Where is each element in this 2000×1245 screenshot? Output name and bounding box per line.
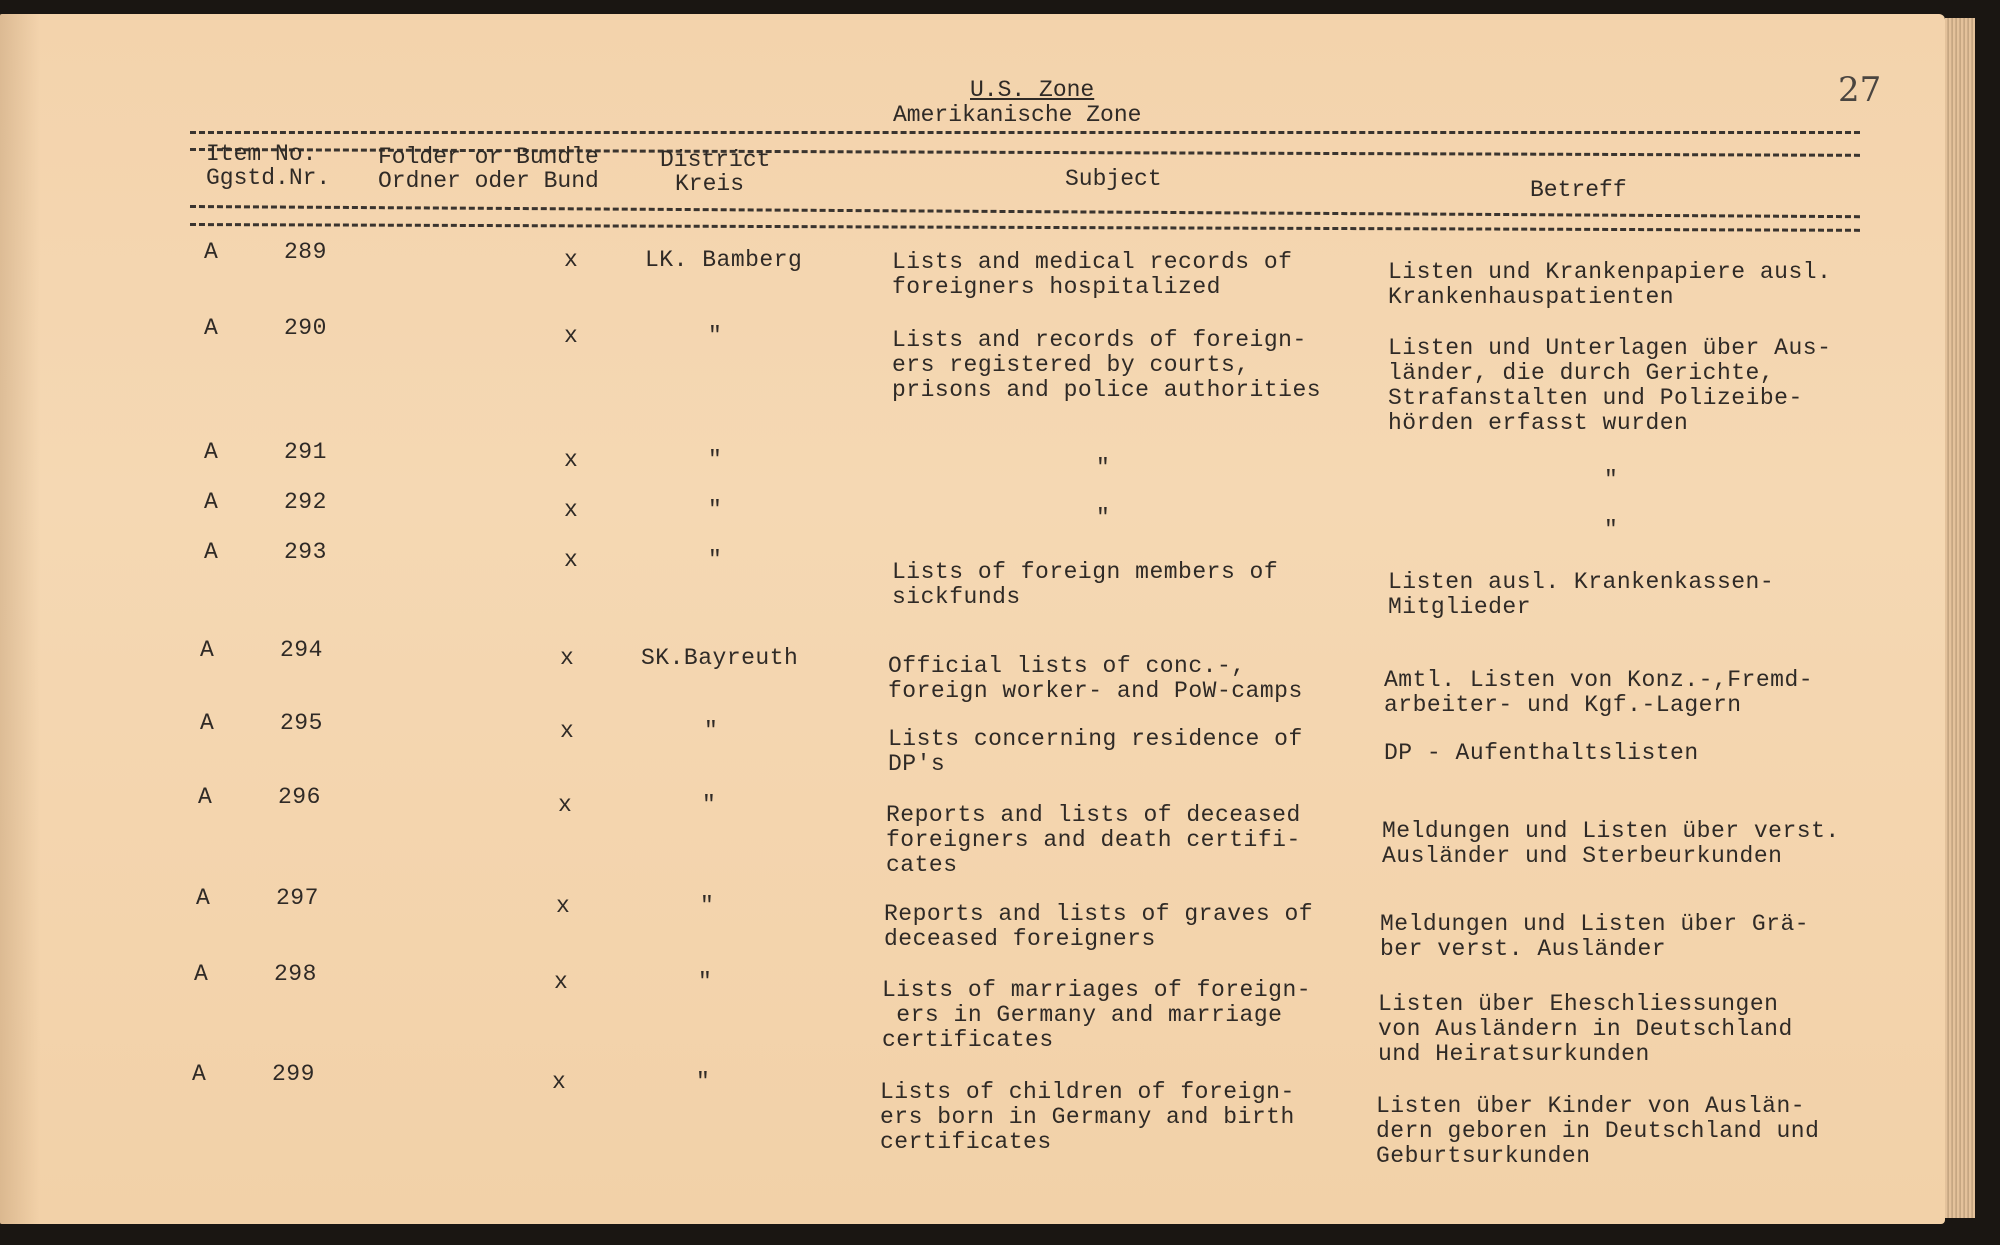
subject-line: Official lists of conc.-,: [888, 653, 1246, 679]
folder-mark: x: [560, 718, 575, 744]
subject-line: ers born in Germany and birth: [880, 1104, 1295, 1130]
folder-mark: x: [564, 247, 579, 273]
subject-line: Lists and records of foreign-: [892, 327, 1307, 353]
subject-line: sickfunds: [892, 584, 1021, 610]
district: LK. Bamberg: [645, 247, 803, 273]
subject-line: certificates: [880, 1129, 1052, 1155]
zone-subtitle: Amerikanische Zone: [893, 102, 1142, 128]
betreff-line: länder, die durch Gerichte,: [1388, 360, 1775, 386]
district: ": [708, 447, 723, 473]
betreff-line: Meldungen und Listen über verst.: [1382, 818, 1840, 844]
col-betreff: Betreff: [1530, 177, 1627, 203]
subject-line: ": [1096, 455, 1111, 481]
folder-mark: x: [556, 893, 571, 919]
betreff-line: Listen und Krankenpapiere ausl.: [1388, 259, 1832, 285]
betreff-line: Meldungen und Listen über Grä-: [1380, 911, 1810, 937]
subject-line: Lists of foreign members of: [892, 559, 1279, 585]
betreff-line: ": [1604, 517, 1619, 543]
item-number: 298: [274, 961, 317, 987]
betreff-line: Listen und Unterlagen über Aus-: [1388, 335, 1832, 361]
folder-mark: x: [560, 645, 575, 671]
betreff-line: Krankenhauspatienten: [1388, 284, 1675, 310]
subject-line: Lists concerning residence of: [888, 726, 1303, 752]
item-number: 296: [278, 784, 321, 810]
page-shadow: [0, 14, 40, 1224]
item-letter: A: [200, 637, 215, 663]
betreff-line: Listen über Eheschliessungen: [1378, 991, 1779, 1017]
betreff-line: Strafanstalten und Polizeibe-: [1388, 385, 1803, 411]
col-subject: Subject: [1065, 166, 1162, 192]
subject-line: deceased foreigners: [884, 926, 1156, 952]
item-number: 290: [284, 315, 327, 341]
betreff-line: und Heiratsurkunden: [1378, 1041, 1650, 1067]
subject-line: certificates: [882, 1027, 1054, 1053]
folder-mark: x: [564, 497, 579, 523]
item-letter: A: [192, 1061, 207, 1087]
district: SK.Bayreuth: [641, 645, 799, 671]
betreff-line: Ausländer und Sterbeurkunden: [1382, 843, 1783, 869]
folder-mark: x: [564, 547, 579, 573]
betreff-line: ": [1604, 467, 1619, 493]
district: ": [708, 497, 723, 523]
item-letter: A: [204, 315, 219, 341]
col-district-de: Kreis: [675, 171, 745, 197]
subject-line: Lists of marriages of foreign-: [882, 977, 1312, 1003]
subject-line: Lists of children of foreign-: [880, 1079, 1295, 1105]
item-letter: A: [204, 539, 219, 565]
betreff-line: Amtl. Listen von Konz.-,Fremd-: [1384, 667, 1814, 693]
subject-line: prisons and police authorities: [892, 377, 1322, 403]
page-number: 27: [1838, 70, 1882, 110]
col-item-no-en: Item No.: [206, 141, 317, 167]
betreff-line: dern geboren in Deutschland und: [1376, 1118, 1820, 1144]
page-edge-stack: [1945, 18, 1975, 1218]
district: ": [696, 1069, 711, 1095]
zone-title: U.S. Zone: [970, 77, 1095, 103]
item-number: 289: [284, 239, 327, 265]
subject-line: ": [1096, 505, 1111, 531]
item-letter: A: [204, 439, 219, 465]
subject-line: ers in Germany and marriage: [882, 1002, 1283, 1028]
folder-mark: x: [558, 792, 573, 818]
col-item-no-de: Ggstd.Nr.: [206, 165, 331, 191]
betreff-line: Listen über Kinder von Auslän-: [1376, 1093, 1806, 1119]
item-letter: A: [204, 489, 219, 515]
col-district-en: District: [660, 147, 771, 173]
district: ": [700, 893, 715, 919]
item-letter: A: [198, 784, 213, 810]
item-number: 297: [276, 885, 319, 911]
item-number: 293: [284, 539, 327, 565]
subject-line: Lists and medical records of: [892, 249, 1293, 275]
item-letter: A: [204, 239, 219, 265]
subject-line: Reports and lists of deceased: [886, 802, 1301, 828]
item-number: 294: [280, 637, 323, 663]
subject-line: foreign worker- and PoW-camps: [888, 678, 1303, 704]
header-rule-top: [190, 131, 1860, 134]
district: ": [698, 969, 713, 995]
district: ": [702, 792, 717, 818]
subject-line: foreigners hospitalized: [892, 274, 1221, 300]
betreff-line: hörden erfasst wurden: [1388, 410, 1689, 436]
betreff-line: ber verst. Ausländer: [1380, 936, 1667, 962]
betreff-line: arbeiter- und Kgf.-Lagern: [1384, 692, 1742, 718]
betreff-line: von Ausländern in Deutschland: [1378, 1016, 1793, 1042]
item-letter: A: [194, 961, 209, 987]
betreff-line: Listen ausl. Krankenkassen-: [1388, 569, 1775, 595]
item-letter: A: [200, 710, 215, 736]
betreff-line: Geburtsurkunden: [1376, 1143, 1591, 1169]
subject-line: foreigners and death certifi-: [886, 827, 1301, 853]
folder-mark: x: [564, 323, 579, 349]
subject-line: ers registered by courts,: [892, 352, 1250, 378]
folder-mark: x: [564, 447, 579, 473]
district: ": [708, 323, 723, 349]
item-number: 299: [272, 1061, 315, 1087]
folder-mark: x: [552, 1069, 567, 1095]
col-folder-en: Folder or Bundle: [378, 144, 599, 170]
item-number: 291: [284, 439, 327, 465]
betreff-line: Mitglieder: [1388, 594, 1532, 620]
item-letter: A: [196, 885, 211, 911]
item-number: 292: [284, 489, 327, 515]
subject-line: DP's: [888, 751, 946, 777]
betreff-line: DP - Aufenthaltslisten: [1384, 740, 1699, 766]
district: ": [704, 718, 719, 744]
district: ": [708, 547, 723, 573]
item-number: 295: [280, 710, 323, 736]
col-folder-de: Ordner oder Bund: [378, 168, 599, 194]
subject-line: Reports and lists of graves of: [884, 901, 1314, 927]
folder-mark: x: [554, 969, 569, 995]
subject-line: cates: [886, 852, 958, 878]
